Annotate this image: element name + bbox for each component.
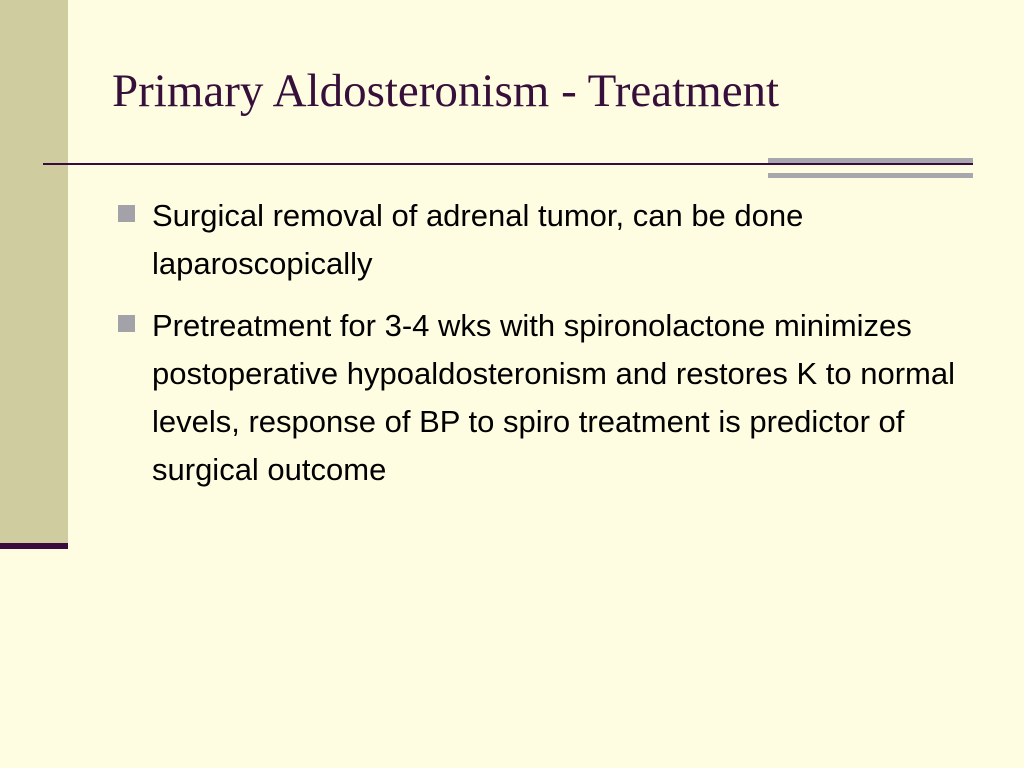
decorative-gray-bar-top [768,158,973,163]
bullet-text: Surgical removal of adrenal tumor, can be done laparoscopically [152,198,804,281]
left-decorative-bar [0,0,68,543]
square-bullet-icon [118,205,135,222]
bullet-item [118,302,958,494]
decorative-gray-bar-bottom [768,173,973,178]
slide-title: Primary Aldosteronism - Treatment [112,65,780,117]
bullet-item [118,192,958,288]
left-accent-line [0,543,68,549]
square-bullet-icon [118,315,135,332]
title-divider-line [43,163,973,165]
bullet-text: Pretreatment for 3-4 wks with spironolactone minimizes postoperative hypoaldosteronism and restores K to normal levels, response of BP to spiro treatment is predictor of surgical outcome [152,308,955,487]
bullet-list [118,192,958,508]
